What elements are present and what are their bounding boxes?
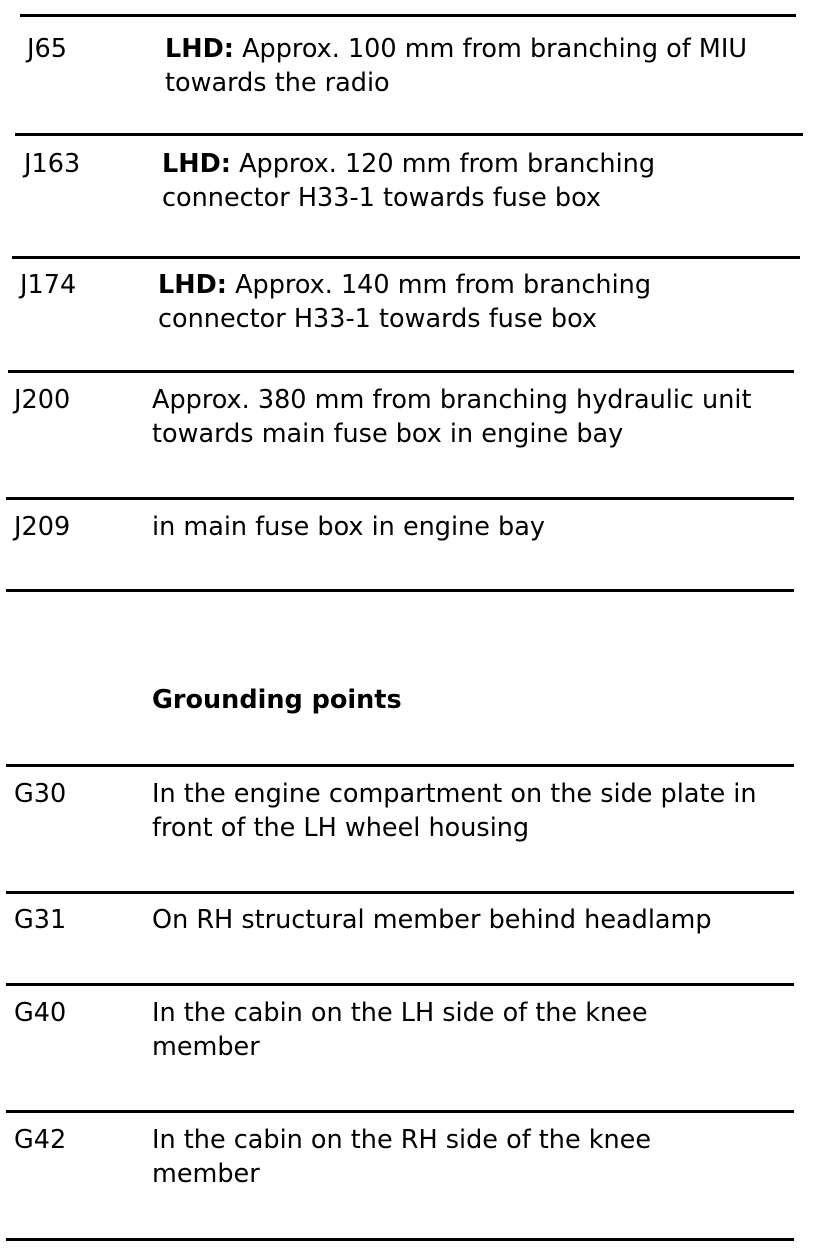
connector-location: in main fuse box in engine bay — [152, 512, 545, 542]
section-heading: Grounding points — [152, 685, 402, 715]
connector-location — [165, 32, 795, 100]
connector-location — [158, 268, 748, 336]
connector-code: J65 — [27, 34, 67, 64]
table-rule — [6, 983, 794, 986]
connector-code: J209 — [14, 512, 71, 542]
grounding-point-code: G31 — [14, 905, 67, 935]
connector-location — [162, 147, 752, 215]
grounding-point-location: On RH structural member behind headlamp — [152, 905, 712, 935]
lhd-label: LHD: — [158, 270, 227, 300]
connector-code: J163 — [24, 149, 81, 179]
connector-location-text: Approx. 140 mm from branching connector H33-1 towards fuse box — [158, 270, 652, 334]
connector-location-text: Approx. 100 mm from branching of MIU towards the radio — [165, 34, 747, 98]
table-rule — [6, 497, 794, 500]
grounding-point-code: G40 — [14, 998, 67, 1028]
lhd-label: LHD: — [162, 149, 231, 179]
table-rule — [6, 764, 794, 767]
table-rule — [6, 1110, 794, 1113]
grounding-point-location: In the cabin on the RH side of the knee member — [152, 1125, 652, 1189]
table-rule — [6, 1238, 794, 1241]
table-rule — [6, 891, 794, 894]
table-rule — [8, 370, 794, 373]
connector-location-text: Approx. 120 mm from branching connector H33-1 towards fuse box — [162, 149, 656, 213]
table-rule — [15, 133, 803, 136]
grounding-point-code: G42 — [14, 1125, 67, 1155]
connector-code: J174 — [20, 270, 77, 300]
connector-code: J200 — [14, 385, 71, 415]
grounding-point-code: G30 — [14, 779, 67, 809]
grounding-point-location: In the cabin on the LH side of the knee member — [152, 998, 648, 1062]
lhd-label: LHD: — [165, 34, 234, 64]
table-rule — [12, 256, 800, 259]
table-rule — [20, 14, 796, 17]
grounding-point-location: In the engine compartment on the side plate in front of the LH wheel housing — [152, 779, 757, 843]
connector-location: Approx. 380 mm from branching hydraulic unit towards main fuse box in engine bay — [152, 385, 752, 449]
table-rule — [6, 589, 794, 592]
